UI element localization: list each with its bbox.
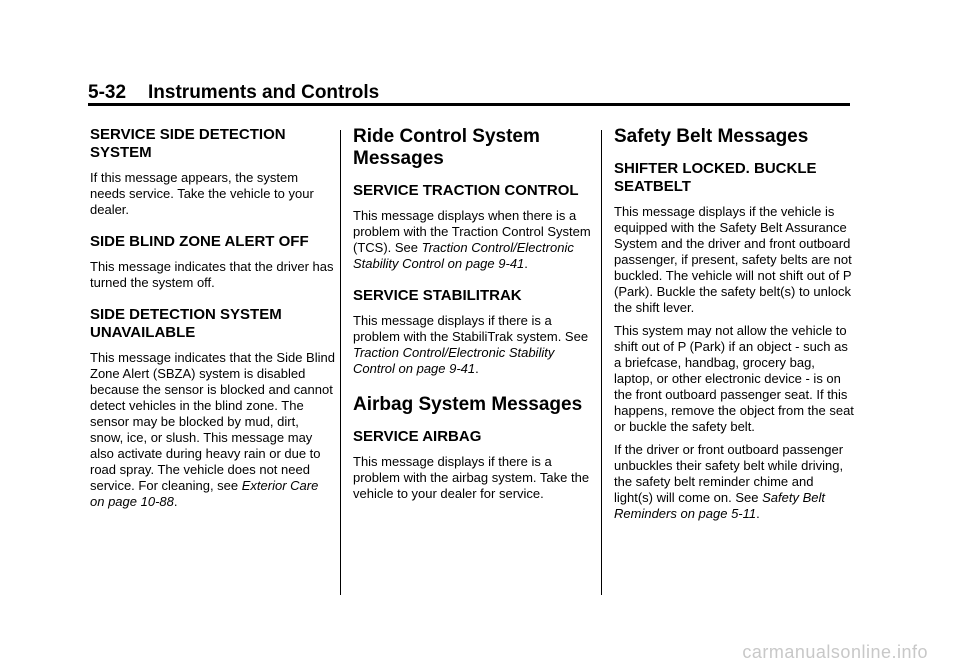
para-text: This message indicates that the Side Blind Zone Alert (SBZA) system is disabled because the sensor is blocked and cannot detect vehicles in the blind zone. The sensor may be blocked by mud, dirt, snow, ice, or slush. This message may also activate during heavy rain or due to road spray. The vehicle does not need service. For cleaning, see	[90, 350, 335, 493]
heading-safety-belt-messages: Safety Belt Messages	[614, 126, 809, 147]
para-side-blind-zone-off: This message indicates that the driver has turned the system off.	[90, 259, 334, 290]
column-2	[353, 126, 593, 509]
cross-reference-link[interactable]: Exterior Care on page 10-88	[90, 478, 319, 509]
heading-service-stabilitrak: SERVICE STABILITRAK	[353, 287, 522, 304]
watermark: carmanualsonline.info	[742, 642, 928, 662]
heading-side-blind-zone-off: SIDE BLIND ZONE ALERT OFF	[90, 233, 309, 250]
section-title: Instruments and Controls	[148, 82, 380, 103]
para-end: .	[475, 361, 479, 376]
heading-airbag-system-messages: Airbag System Messages	[353, 394, 583, 415]
para-end: .	[756, 506, 760, 521]
para-end: .	[173, 494, 178, 509]
column-3	[614, 126, 854, 529]
column-divider-1	[340, 130, 341, 595]
cross-reference-link[interactable]: Safety Belt Reminders on page 5-11	[614, 490, 825, 521]
heading-service-traction-control: SERVICE TRACTION CONTROL	[353, 182, 579, 199]
para-shifter-locked-2: This system may not allow the vehicle to shift out of P (Park) if an object - such as a briefcase, handbag, grocery bag, laptop, or other electronic device - is on the front outboard passenger seat. If this happens, remove the object from the seat or buckle the safety belt.	[614, 323, 854, 434]
para-text: This message displays when there is a problem with the Traction Control System (TCS). See	[353, 208, 591, 255]
para-service-side-detection: If this message appears, the system needs service. Take the vehicle to your dealer.	[90, 170, 314, 217]
para-service-traction-control	[353, 208, 593, 272]
header-rule	[88, 103, 850, 106]
heading-shifter-locked: SHIFTER LOCKED. BUCKLE SEATBELT	[614, 160, 817, 195]
para-text: If the driver or front outboard passenger unbuckles their safety belt while driving, the safety belt reminder chime and light(s) will come on. See	[614, 442, 844, 505]
heading-service-side-detection: SERVICE SIDE DETECTION SYSTEM	[90, 126, 286, 161]
column-1	[90, 126, 335, 517]
para-service-airbag: This message displays if there is a problem with the airbag system. Take the vehicle to your dealer for service.	[353, 454, 590, 501]
column-divider-2	[601, 130, 602, 595]
heading-service-airbag: SERVICE AIRBAG	[353, 428, 482, 445]
para-end: .	[524, 256, 528, 271]
page-number: 5-32	[88, 82, 127, 103]
para-shifter-locked-1: This message displays if the vehicle is equipped with the Safety Belt Assurance System and the driver and front outboard passenger, if present, safety belts are not buckled. The vehicle will not shift out of P (Park). Buckle the safety belt(s) to unlock the shift lever.	[614, 204, 852, 315]
heading-ride-control-messages: Ride Control System Messages	[353, 126, 540, 169]
para-text: This message displays if there is a problem with the StabiliTrak system. See	[353, 313, 589, 344]
heading-side-detection-unavailable: SIDE DETECTION SYSTEM UNAVAILABLE	[90, 306, 282, 341]
para-side-detection-unavailable	[90, 350, 335, 510]
para-service-stabilitrak	[353, 313, 593, 377]
cross-reference-link[interactable]: Traction Control/Electronic Stability Control on page 9-41	[353, 345, 555, 376]
para-shifter-locked-3	[614, 442, 854, 522]
cross-reference-link[interactable]: Traction Control/Electronic Stability Control on page 9-41	[353, 240, 574, 271]
